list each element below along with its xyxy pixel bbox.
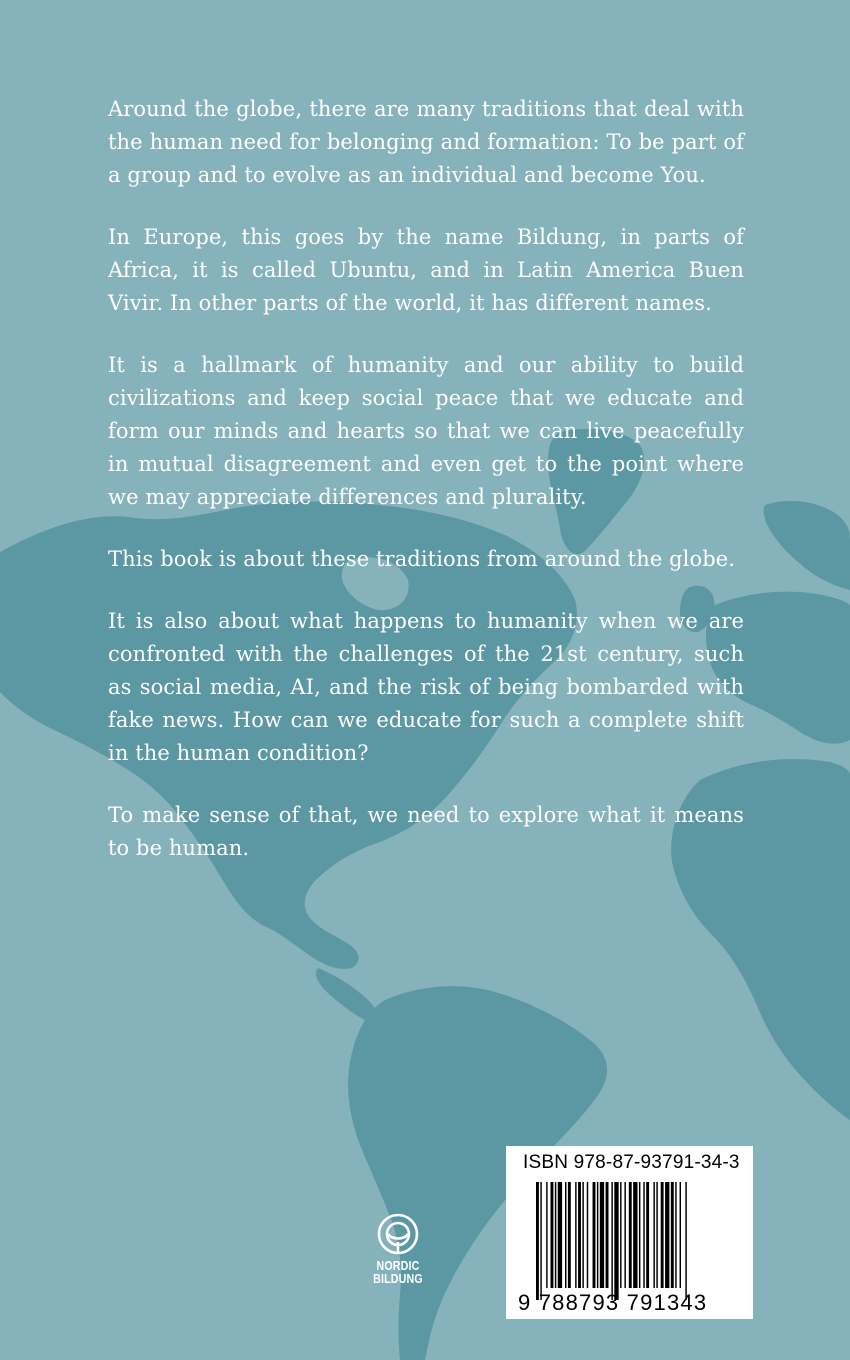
paragraph-6: To make sense of that, we need to explore what it means to be human. bbox=[108, 803, 744, 860]
paragraph-3: It is a hallmark of humanity and our ability to build civilizations and keep social peace that we educate and form our minds and hearts so that we can live peacefully in mutual disagreement and even get to the point where we may appreciate differences and plurality. bbox=[108, 353, 744, 509]
publisher-name-line1: NORDIC bbox=[376, 1258, 420, 1273]
paragraph-2: In Europe, this goes by the name Bildung, in parts of Africa, it is called Ubuntu, and in Latin America Buen Vivir. In other parts of the world, it has different names. bbox=[108, 225, 744, 315]
publisher-logo bbox=[366, 1212, 430, 1285]
back-cover-text bbox=[108, 93, 744, 894]
paragraph-5: It is also about what happens to humanity when we are confronted with the challenges of the 21st century, such as social media, AI, and the risk of being bombarded with fake news. How can we educate for such a complete shift in the human condition? bbox=[108, 609, 744, 765]
isbn-label: ISBN 978-87-93791-34-3 bbox=[523, 1152, 740, 1173]
paragraph-1: Around the globe, there are many traditions that deal with the human need for belonging and formation: To be part of a group and to evolve as an individual and become You. bbox=[108, 97, 744, 187]
globe-logo-icon bbox=[376, 1212, 420, 1256]
publisher-name-line2: BILDUNG bbox=[373, 1271, 423, 1286]
isbn-barcode bbox=[506, 1146, 753, 1319]
barcode-digits: 9 788793 791343 bbox=[518, 1290, 708, 1315]
paragraph-4: This book is about these traditions from around the globe. bbox=[108, 547, 736, 571]
